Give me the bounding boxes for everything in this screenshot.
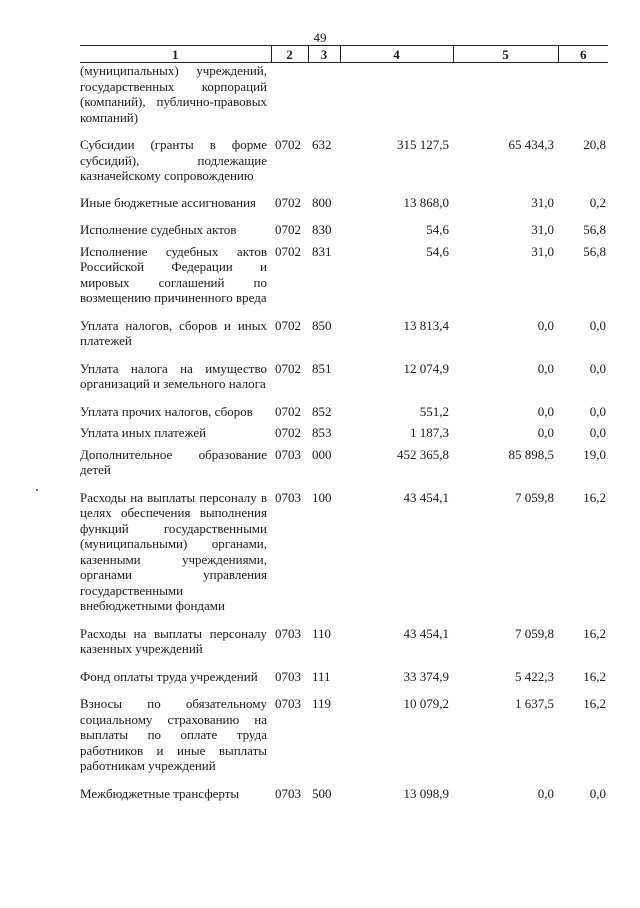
cell-actual: 5 422,3	[515, 668, 554, 684]
cell-plan	[340, 63, 453, 138]
table-row	[80, 404, 608, 426]
table-row	[80, 244, 608, 318]
cell-plan: 13 098,9	[403, 785, 449, 801]
cell-percent: 16,2	[583, 489, 606, 505]
cell-section-code: 0703	[275, 489, 301, 505]
cell-expense-type: 850	[312, 317, 332, 333]
cell-actual: 65 434,3	[508, 137, 554, 152]
scan-speck	[36, 489, 38, 491]
cell-expense-type: 851	[312, 360, 332, 376]
cell-name: Межбюджетные трансферты	[80, 785, 240, 801]
cell-actual: 85 898,5	[508, 446, 554, 462]
cell-percent: 16,2	[583, 625, 606, 641]
cell-name: Субсидии (гранты в форме субсидий), подлежащие казначейскому сопровождению	[80, 137, 267, 183]
cell-name: Взносы по обязательному социальному страхованию на выплаты по оплате труда работников и иные выплаты работникам учреждений	[80, 696, 267, 773]
cell-expense-type: 000	[312, 446, 332, 462]
cell-plan: 1 187,3	[410, 425, 449, 440]
cell-name: Уплата иных платежей	[80, 425, 207, 440]
cell-name: Исполнение судебных актов	[80, 222, 237, 237]
cell-plan: 13 813,4	[403, 317, 449, 333]
cell-section-code: 0703	[275, 668, 301, 684]
cell-expense-type: 800	[312, 194, 332, 210]
cell-percent: 0,0	[589, 425, 606, 440]
cell-name: Расходы на выплаты персоналу в целях обеспечения выполнения функций государственными (муниципальными) органами, казенными учреждениями, органами управления государственными внебюджетными фондами	[80, 489, 267, 613]
table-row	[80, 137, 608, 195]
cell-section-code	[271, 63, 308, 138]
cell-plan: 54,6	[426, 243, 449, 259]
cell-section-code: 0703	[275, 446, 301, 462]
cell-section-code: 0702	[275, 137, 301, 152]
table-row	[80, 425, 608, 447]
column-header-4: 4	[340, 46, 453, 63]
table-row	[80, 696, 608, 786]
cell-expense-type: 632	[312, 137, 332, 152]
column-header-3: 3	[308, 46, 340, 63]
cell-actual: 31,0	[531, 243, 554, 259]
cell-section-code: 0702	[275, 360, 301, 376]
cell-percent: 56,8	[583, 243, 606, 259]
cell-plan: 452 365,8	[397, 446, 449, 462]
cell-actual: 0,0	[537, 425, 554, 440]
cell-expense-type: 852	[312, 403, 332, 419]
cell-actual: 7 059,8	[515, 489, 554, 505]
cell-actual: 0,0	[537, 317, 554, 333]
cell-section-code: 0702	[275, 403, 301, 419]
cell-percent: 56,8	[583, 222, 606, 237]
column-header-5: 5	[453, 46, 558, 63]
cell-percent: 0,0	[589, 403, 606, 419]
cell-expense-type: 831	[312, 243, 332, 259]
cell-name: Уплата налогов, сборов и иных платежей	[80, 317, 267, 348]
cell-expense-type: 110	[312, 625, 332, 641]
cell-actual: 31,0	[531, 194, 554, 210]
table-body	[80, 63, 608, 814]
cell-name: (муниципальных) учреждений, государственных корпораций (компаний), публично-правовых компаний)	[80, 63, 267, 125]
cell-plan: 10 079,2	[403, 696, 449, 711]
page-number: 49	[313, 30, 327, 45]
cell-section-code: 0702	[275, 222, 301, 237]
header-row	[80, 46, 608, 63]
cell-section-code: 0703	[275, 696, 301, 711]
cell-plan: 551,2	[419, 403, 449, 419]
cell-name: Уплата налога на имущество организаций и земельного налога	[80, 360, 267, 391]
cell-percent: 0,0	[589, 785, 606, 801]
cell-name: Исполнение судебных актов Российской Федерации и мировых соглашений по возмещению причиненного вреда	[80, 243, 267, 305]
table-row	[80, 490, 608, 626]
cell-percent	[558, 63, 608, 138]
cell-actual: 0,0	[537, 403, 554, 419]
cell-expense-type: 500	[312, 785, 332, 801]
cell-section-code: 0702	[275, 243, 301, 259]
table-row	[80, 669, 608, 697]
cell-expense-type: 111	[312, 668, 331, 684]
cell-plan: 33 374,9	[403, 668, 449, 684]
cell-percent: 16,2	[583, 696, 606, 711]
table-header	[80, 46, 608, 63]
cell-expense-type: 119	[312, 696, 332, 711]
cell-percent: 0,0	[589, 360, 606, 376]
cell-actual: 7 059,8	[515, 625, 554, 641]
cell-name: Фонд оплаты труда учреждений	[80, 668, 258, 684]
table-row	[80, 786, 608, 814]
cell-expense-type: 100	[312, 489, 332, 505]
cell-plan: 43 454,1	[403, 489, 449, 505]
column-header-1: 1	[80, 46, 271, 63]
cell-expense-type: 853	[312, 425, 332, 440]
cell-percent: 20,8	[583, 137, 606, 152]
cell-expense-type	[308, 63, 340, 138]
cell-plan: 54,6	[426, 222, 449, 237]
cell-expense-type: 830	[312, 222, 332, 237]
cell-percent: 16,2	[583, 668, 606, 684]
cell-percent: 0,2	[589, 194, 606, 210]
cell-percent: 0,0	[589, 317, 606, 333]
cell-name: Уплата прочих налогов, сборов	[80, 403, 253, 419]
cell-plan: 43 454,1	[403, 625, 449, 641]
cell-section-code: 0702	[275, 425, 301, 440]
cell-name: Иные бюджетные ассигнования	[80, 194, 257, 210]
cell-section-code: 0702	[275, 317, 301, 333]
table-row	[80, 361, 608, 404]
table-row	[80, 63, 608, 138]
table-row	[80, 195, 608, 223]
cell-actual: 0,0	[537, 785, 554, 801]
cell-actual	[453, 63, 558, 138]
cell-actual: 0,0	[537, 360, 554, 376]
table-row	[80, 447, 608, 490]
table-row	[80, 318, 608, 361]
cell-plan: 12 074,9	[403, 360, 449, 376]
cell-actual: 31,0	[531, 222, 554, 237]
column-header-6: 6	[558, 46, 608, 63]
table-row	[80, 626, 608, 669]
budget-table	[80, 45, 608, 813]
cell-percent: 19,0	[583, 446, 606, 462]
cell-section-code: 0703	[275, 625, 301, 641]
cell-section-code: 0702	[275, 194, 301, 210]
cell-plan: 315 127,5	[397, 137, 449, 152]
table-row	[80, 222, 608, 244]
cell-section-code: 0703	[275, 785, 301, 801]
cell-name: Дополнительное образование детей	[80, 446, 267, 477]
column-header-2: 2	[271, 46, 308, 63]
cell-actual: 1 637,5	[515, 696, 554, 711]
cell-name: Расходы на выплаты персоналу казенных учреждений	[80, 625, 267, 656]
cell-plan: 13 868,0	[403, 194, 449, 210]
